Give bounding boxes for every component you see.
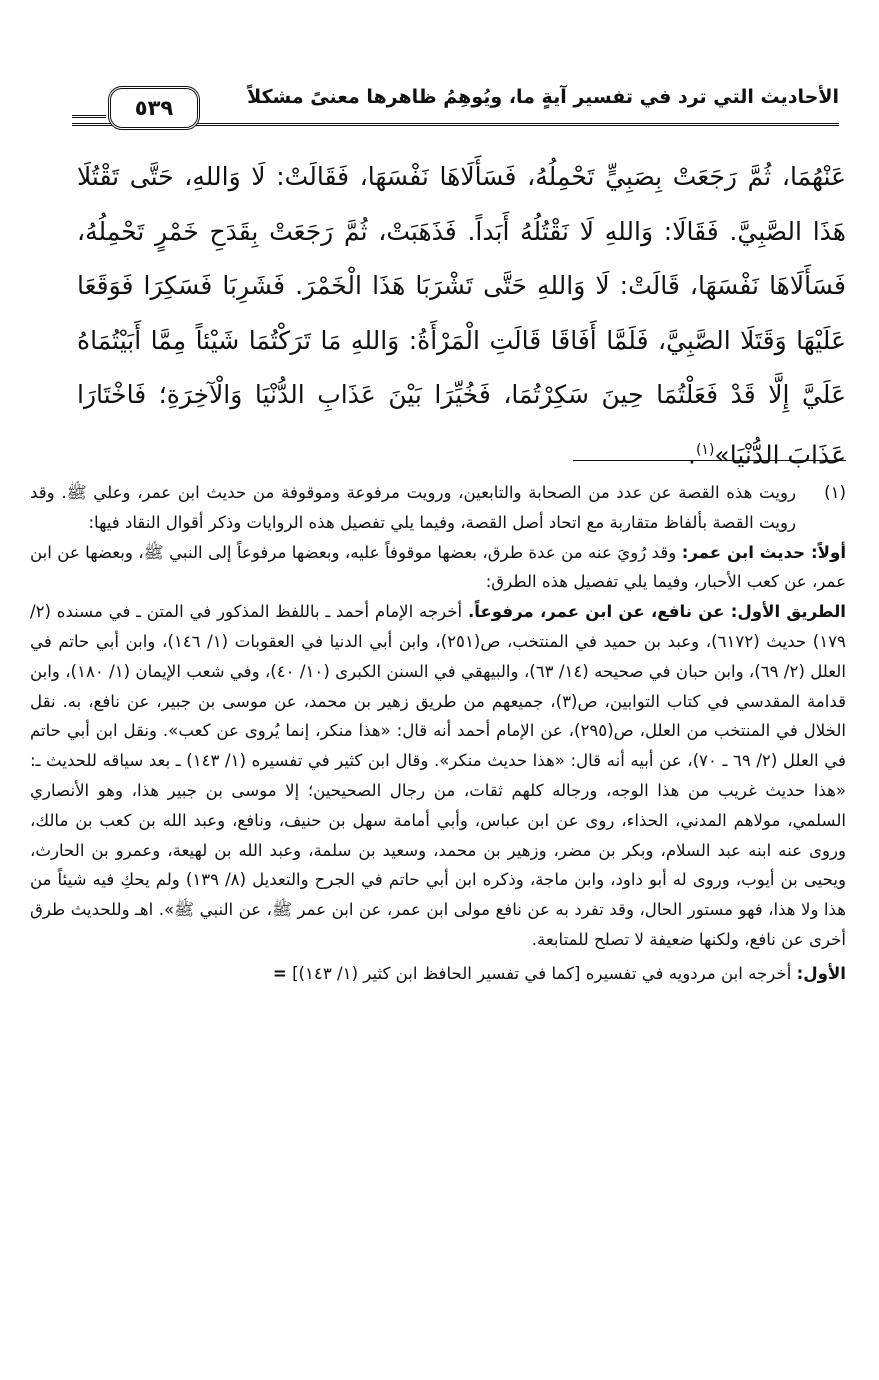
footnote-reference: (١): [695, 441, 715, 458]
footnote-first-item: [30, 959, 846, 989]
footnote-intro: رويت هذه القصة عن عدد من الصحابة والتابعين، ورويت مرفوعة وموقوفة من حديث ابن عمر، وعلي ﷺ. وقد رويت القصة بألفاظ متقاربة مع اتحاد أصل القصة، وفيما يلي تفصيل هذه الروايات وذكر أقوال النقاد فيها:: [30, 483, 796, 532]
footnote-number: (١): [824, 483, 846, 502]
item-text: أخرجه ابن مردويه في تفسيره [كما في تفسير الحافظ ابن كثير (١/ ١٤٣)]: [292, 963, 792, 983]
footnote-section-ibn-umar: [30, 538, 846, 598]
footnote-1: [30, 478, 846, 538]
continuation-mark: =: [272, 963, 287, 983]
route-heading: الطريق الأول: عن نافع، عن ابن عمر، مرفوعاً.: [467, 602, 846, 622]
page-header: [72, 78, 839, 138]
footnote-first-route: [30, 597, 846, 955]
main-text-end: .: [688, 439, 696, 469]
footnotes: [30, 478, 846, 989]
item-heading: الأول:: [796, 963, 846, 983]
page-number: ٥٣٩: [108, 86, 200, 130]
header-rule-left: [72, 115, 106, 118]
route-text: أخرجه الإمام أحمد ـ باللفظ المذكور في المتن ـ في مسنده (٢/ ١٧٩) حديث (٦١٧٢)، وعبد بن حميد في المنتخب، ص(٢٥١)، وابن أبي الدنيا في العقوبات (١/ ١٤٦)، وابن أبي حاتم في العلل (٢/ ٦٩)، وابن حبان في صحيحه (١٤/ ٦٣)، والبيهقي في السنن الكبرى (١٠/ ٤٠)، وفي شعب الإيمان (١/ ١٨٠)، وابن قدامة المقدسي في كتاب التوابين، ص(٣)، جميعهم من طريق زهير بن محمد، عن موسى بن جبير، عن نافع، به. نقل الخلال في المنتخب من العلل، ص(٢٩٥)، عن الإمام أحمد أنه قال: «هذا منكر، إنما يُروى عن كعب». ونقل ابن أبي حاتم في العلل (٢/ ٦٩ ـ ٧٠)، عن أبيه أنه قال: «هذا حديث منكر». وقال ابن كثير في تفسيره (١/ ١٤٣) ـ بعد سياقه للحديث ـ: «هذا حديث غريب من هذا الوجه، ورجاله كلهم ثقات، من رجال الصحيحين؛ إلا موسى بن جبير هذا، وهو الأنصاري السلمي، مولاهم المدني، الحذاء، روى عن ابن عباس، وأبي أمامة سهل بن حنيف، ونافع، وعبد الله بن كعب بن مالك، وروى عنه ابنه عبد السلام، وبكر بن مضر، وزهير بن محمد، وسعيد بن سلمة، وعبد الله بن لهيعة، وعمرو بن الحارث، ويحيى بن أيوب، وروى له أبو داود، وابن ماجة، وذكره ابن أبي حاتم في الجرح والتعديل (٨/ ١٣٩) ولم يحكِ فيه شيئاً من هذا ولا هذا، فهو مستور الحال، وقد تفرد به عن نافع مولى ابن عمر، عن ابن عمر ﷺ، عن النبي ﷺ». اهـ وللحديث طرق أخرى عن نافع، ولكنها ضعيفة لا تصلح للمتابعة.: [30, 602, 846, 949]
running-title: الأحاديث التي ترد في تفسير آيةٍ ما، ويُوهِمُ ظاهرها معنىً مشكلاً: [247, 86, 839, 108]
main-text: [77, 150, 846, 482]
footnote-separator: [573, 460, 846, 461]
main-text-content: عَنْهُمَا، ثُمَّ رَجَعَتْ بِصَبِيٍّ تَحْمِلُهُ، فَسَأَلَاهَا نَفْسَهَا، فَقَالَتْ: لَا وَاللهِ، حَتَّى تَقْتُلَا هَذَا الصَّبِيَّ. فَقَالَا: وَاللهِ لَا نَقْتُلُهُ أَبَداً. فَذَهَبَتْ، ثُمَّ رَجَعَتْ بِقَدَحِ خَمْرٍ تَحْمِلُهُ، فَسَأَلَاهَا نَفْسَهَا، قَالَتْ: لَا وَاللهِ حَتَّى تَشْرَبَا هَذَا الْخَمْرَ. فَشَرِبَا فَسَكِرَا فَوَقَعَا عَلَيْهَا وَقَتَلَا الصَّبِيَّ، فَلَمَّا أَفَاقَا قَالَتِ الْمَرْأَةُ: وَاللهِ مَا تَرَكْتُمَا شَيْئاً مِمَّا أَبَيْتُمَاهُ عَلَيَّ إِلَّا قَدْ فَعَلْتُمَا حِينَ سَكِرْتُمَا، فَخُيِّرَا بَيْنَ عَذَابِ الدُّنْيَا وَالْآخِرَةِ؛ فَاخْتَارَا عَذَابَ الدُّنْيَا»: [77, 162, 846, 469]
section-heading: أولاً: حديث ابن عمر:: [681, 542, 847, 562]
section-text: وقد رُويَ عنه من عدة طرق، بعضها موقوفاً عليه، وبعضها مرفوعاً إلى النبي ﷺ، وبعضها عن ابن عمر، عن كعب الأحبار، وفيما يلي تفصيل هذه الطرق:: [30, 542, 846, 592]
